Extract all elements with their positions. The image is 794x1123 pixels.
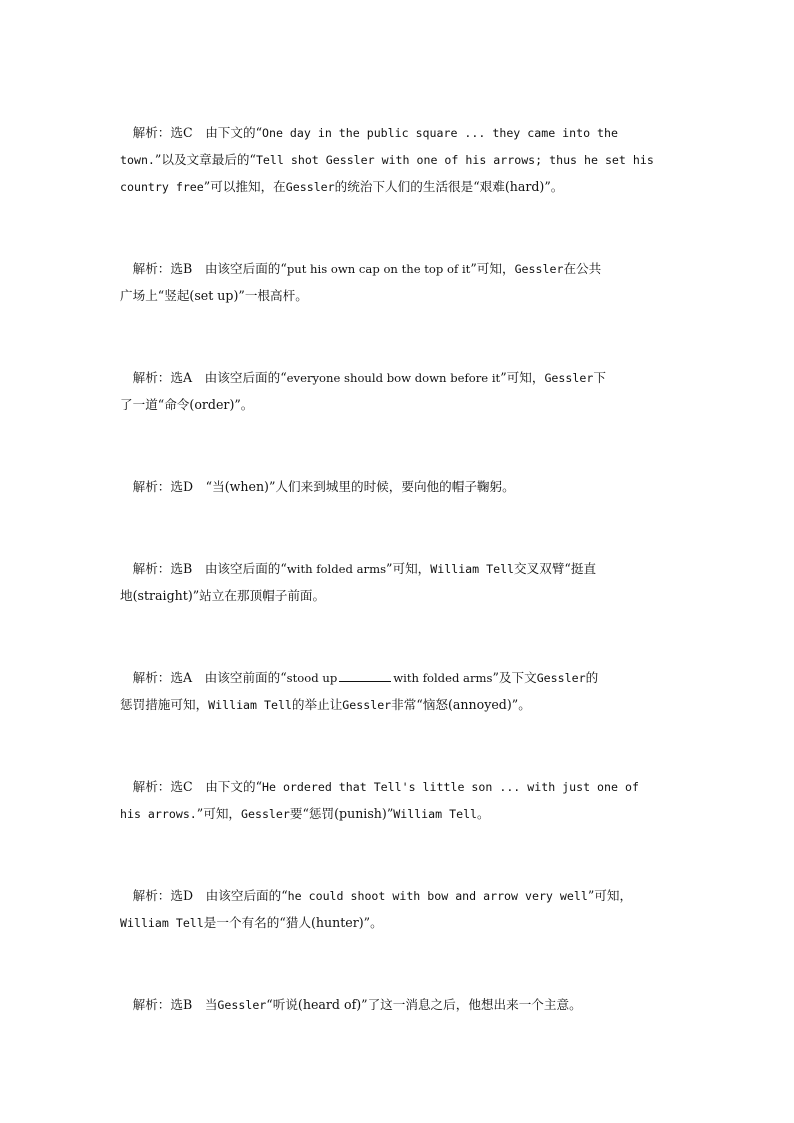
text: 是一个有名的“猎人(hunter)”。 (203, 915, 383, 930)
text: 解析：选B 由该空后面的“ (120, 561, 287, 576)
quote: country free (120, 180, 204, 194)
quote: Tell shot Gessler with one of his arrows; thus he set his (255, 153, 654, 167)
text: 解析：选A 由该空后面的“ (120, 370, 287, 385)
name: Gessler (241, 807, 290, 821)
name: Gessler (342, 698, 392, 712)
text: ”及下文 (492, 670, 537, 685)
q7-explanation-line-1 (120, 779, 680, 795)
text: 解析：选D 由该空后面的“ (120, 888, 288, 903)
quote: everyone should bow down before it (286, 371, 501, 385)
text: 的统治下人们的生活很是“艰难(hard)”。 (334, 179, 564, 194)
q8-explanation-line-1 (120, 888, 680, 904)
q1-explanation-line-1 (120, 125, 680, 141)
q7-explanation-line-2 (120, 806, 680, 822)
name: Gessler (514, 262, 564, 276)
text: ”可以推知，在 (203, 179, 286, 194)
name: Gessler (285, 180, 335, 194)
text: 解析：选C 由下文的“ (120, 779, 263, 794)
text: 的 (585, 670, 599, 685)
answer-blank (339, 670, 391, 682)
text: 的举止让 (291, 697, 343, 712)
name: William Tell (430, 562, 515, 576)
q9-explanation-line-1 (120, 997, 680, 1013)
quote: he could shoot with bow and arrow very well (287, 889, 588, 903)
q3-explanation-line-2: 了一道“命令(order)”。 (120, 397, 254, 412)
q2-explanation-line-1 (120, 261, 680, 277)
text: 惩罚措施可知， (120, 697, 209, 712)
q6-explanation-line-1 (120, 670, 680, 686)
text: ”可知， (500, 370, 545, 385)
name: Gessler (536, 671, 586, 685)
text: 解析：选B 由该空后面的“ (120, 261, 287, 276)
text: 非常“恼怒(annoyed)”。 (391, 697, 531, 712)
quote: stood up (286, 671, 338, 685)
text: 交叉双臂“挺直 (514, 561, 597, 576)
text: 解析：选C 由下文的“ (120, 125, 263, 140)
name: Gessler (217, 998, 267, 1012)
text: 要“惩罚(punish)” (289, 806, 394, 821)
quote: He ordered that Tell's little son ... with just one of (262, 780, 639, 794)
q5-explanation-line-2: 地(straight)”站立在那顶帽子前面。 (120, 588, 326, 603)
text: 在公共 (563, 261, 602, 276)
text: “听说(heard of)”了这一消息之后，他想出来一个主意。 (266, 997, 582, 1012)
q4-explanation-line-1: 解析：选D “当(when)”人们来到城里的时候，要向他的帽子鞠躬。 (120, 479, 515, 494)
quote: town. (120, 153, 155, 167)
q5-explanation-line-1 (120, 561, 680, 577)
text: ”可知， (470, 261, 515, 276)
quote: with folded arms (393, 671, 493, 685)
text: 解析：选A 由该空前面的“ (120, 670, 287, 685)
quote: his arrows. (120, 807, 197, 821)
name: William Tell (208, 698, 292, 712)
q1-explanation-line-2 (120, 152, 680, 168)
text: ”可知， (196, 806, 242, 821)
quote: One day in the public square ... they came into the (262, 126, 618, 140)
text: ”可知， (386, 561, 431, 576)
text: 解析：选B 当 (120, 997, 218, 1012)
name: Gessler (544, 371, 594, 385)
name: William Tell (393, 807, 478, 821)
quote: put his own cap on the top of it (286, 262, 471, 276)
q2-explanation-line-2: 广场上“竖起(set up)”一根高杆。 (120, 288, 308, 303)
name: William Tell (120, 916, 204, 930)
text: ”可知， (587, 888, 633, 903)
q1-explanation-line-3 (120, 179, 680, 195)
q8-explanation-line-2 (120, 915, 680, 931)
text: ”以及文章最后的“ (154, 152, 256, 167)
q6-explanation-line-2 (120, 697, 680, 713)
quote: with folded arms (286, 562, 387, 576)
q3-explanation-line-1 (120, 370, 680, 386)
text: 下 (593, 370, 606, 385)
text: 。 (477, 806, 490, 821)
